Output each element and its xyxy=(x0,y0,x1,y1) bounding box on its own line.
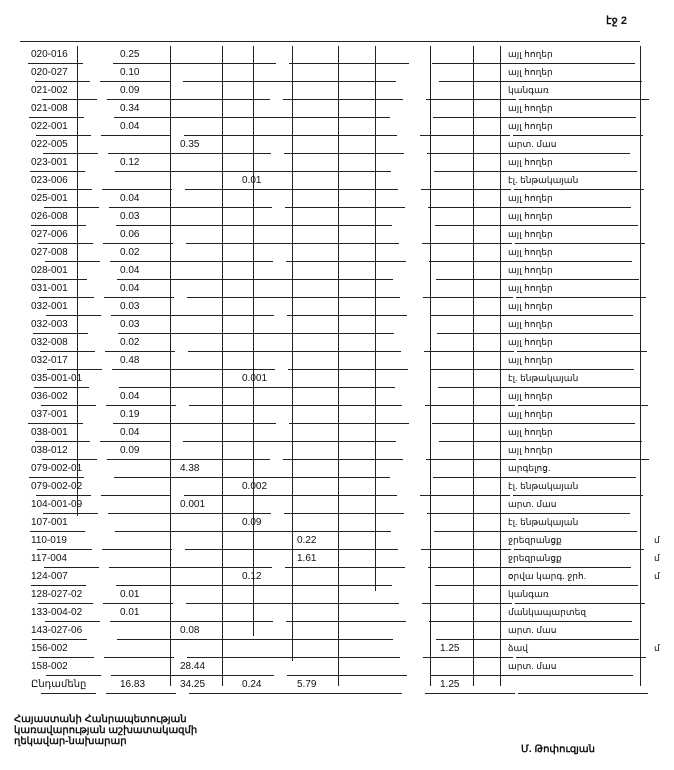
land-use-type: այլ հողեր xyxy=(508,67,553,77)
row-underline xyxy=(189,693,289,694)
parcel-code: 027-008 xyxy=(31,247,68,258)
land-use-type: այլ հողեր xyxy=(508,265,553,275)
area-value: 0.19 xyxy=(120,409,140,420)
row-mark: մ xyxy=(654,553,660,563)
table-row xyxy=(20,532,668,550)
table-row xyxy=(20,568,668,586)
area-value: 0.34 xyxy=(120,103,140,114)
area-value: 0.06 xyxy=(120,229,140,240)
area-value: 0.12 xyxy=(120,157,140,168)
table-row xyxy=(20,496,668,514)
area-value: 0.10 xyxy=(120,67,140,78)
land-use-type: այլ հողեր xyxy=(508,301,553,311)
land-use-type: այլ հողեր xyxy=(508,319,553,329)
parcel-code: 023-001 xyxy=(31,157,68,168)
table-row xyxy=(20,658,668,676)
area-value: 0.04 xyxy=(120,391,140,402)
parcel-code: 021-008 xyxy=(31,103,68,114)
table-row xyxy=(20,604,668,622)
table-row xyxy=(20,136,668,154)
row-underline xyxy=(425,693,515,694)
table-row xyxy=(20,352,668,370)
parcel-code: 022-005 xyxy=(31,139,68,150)
row-underline xyxy=(41,693,96,694)
table-row xyxy=(20,514,668,532)
parcel-code: 038-001 xyxy=(31,427,68,438)
area-value: 0.04 xyxy=(120,121,140,132)
table-row xyxy=(20,334,668,352)
parcel-code: 156-002 xyxy=(31,643,68,654)
land-use-type: այլ հողեր xyxy=(508,445,553,455)
table-row xyxy=(20,316,668,334)
parcel-code: 028-001 xyxy=(31,265,68,276)
table-row xyxy=(20,226,668,244)
parcel-code: 133-004-02 xyxy=(31,607,83,618)
area-value: 1.25 xyxy=(440,643,460,654)
table-row xyxy=(20,82,668,100)
land-use-type: արգելոց. xyxy=(508,463,551,473)
parcel-code: 143-027-06 xyxy=(31,625,83,636)
table-row xyxy=(20,424,668,442)
signature-name: Մ. Թոփուզյան xyxy=(521,744,595,755)
land-use-type: ջրեզրանցք xyxy=(508,553,562,563)
table-row xyxy=(20,244,668,262)
row-mark: մ xyxy=(654,643,660,653)
footer-title xyxy=(14,714,197,747)
parcel-code: 104-001-09 xyxy=(31,499,83,510)
table-row xyxy=(20,388,668,406)
land-use-type: այլ հողեր xyxy=(508,121,553,131)
parcel-code: 021-002 xyxy=(31,85,68,96)
area-value: 0.02 xyxy=(120,247,140,258)
table-row xyxy=(20,190,668,208)
table-row xyxy=(20,154,668,172)
footer-line: ղեկավար-նախարար xyxy=(14,736,127,747)
land-use-type: այլ հողեր xyxy=(508,211,553,221)
table-row xyxy=(20,208,668,226)
parcel-code: 079-002-01 xyxy=(31,463,83,474)
row-underline xyxy=(518,693,648,694)
land-use-type: ձավ xyxy=(508,643,528,653)
land-use-type: էլ. ենթակայան xyxy=(508,481,579,491)
area-value: 0.22 xyxy=(297,535,317,546)
parcel-code: 022-001 xyxy=(31,121,68,132)
area-value: 0.24 xyxy=(242,679,262,690)
table-row xyxy=(20,622,668,640)
total-label: Ընդամենը xyxy=(31,679,87,690)
area-value: 0.25 xyxy=(120,49,140,60)
land-use-type: այլ հողեր xyxy=(508,49,553,59)
parcel-code: 032-008 xyxy=(31,337,68,348)
land-use-type: այլ հողեր xyxy=(508,427,553,437)
area-value: 0.03 xyxy=(120,301,140,312)
parcel-code: 023-006 xyxy=(31,175,68,186)
land-use-type: այլ հողեր xyxy=(508,409,553,419)
area-value: 4.38 xyxy=(180,463,200,474)
row-underline xyxy=(282,693,402,694)
table-row xyxy=(20,280,668,298)
land-use-type: էլ. ենթակայան xyxy=(508,517,579,527)
area-value: 34.25 xyxy=(180,679,206,690)
table-row xyxy=(20,100,668,118)
land-use-type: կանգառ xyxy=(508,85,549,95)
row-underline xyxy=(106,693,176,694)
parcel-code: 020-027 xyxy=(31,67,68,78)
table-row xyxy=(20,460,668,478)
area-value: 5.79 xyxy=(297,679,317,690)
land-use-type: այլ հողեր xyxy=(508,229,553,239)
table-row xyxy=(20,640,668,658)
area-value: 0.04 xyxy=(120,427,140,438)
land-use-type: այլ հողեր xyxy=(508,337,553,347)
parcel-code: 032-003 xyxy=(31,319,68,330)
area-value: 0.12 xyxy=(242,571,262,582)
land-use-type: էլ. ենթակայան xyxy=(508,175,579,185)
area-value: 0.01 xyxy=(242,175,262,186)
land-use-type: կանգառ xyxy=(508,589,549,599)
land-use-type: այլ հողեր xyxy=(508,283,553,293)
row-mark: մ xyxy=(654,535,660,545)
land-use-type: էլ. ենթակայան xyxy=(508,373,579,383)
parcel-code: 158-002 xyxy=(31,661,68,672)
parcel-code: 124-007 xyxy=(31,571,68,582)
area-value: 0.01 xyxy=(120,589,140,600)
row-mark: մ xyxy=(654,571,660,581)
area-value: 0.04 xyxy=(120,283,140,294)
land-use-type: մանկապարտեզ xyxy=(508,607,587,617)
land-use-type: այլ հողեր xyxy=(508,103,553,113)
parcel-code: 035-001-01 xyxy=(31,373,83,384)
parcel-code: 036-002 xyxy=(31,391,68,402)
area-value: 1.61 xyxy=(297,553,317,564)
table-row xyxy=(20,262,668,280)
footer-line: կառավարության աշխատակազմի xyxy=(14,725,198,736)
area-value: 0.002 xyxy=(242,481,268,492)
area-value: 0.09 xyxy=(242,517,262,528)
land-use-type: այլ հողեր xyxy=(508,247,553,257)
land-use-type: արտ. մաս xyxy=(508,625,557,635)
table-row xyxy=(20,586,668,604)
area-value: 0.48 xyxy=(120,355,140,366)
parcel-code: 079-002-02 xyxy=(31,481,83,492)
area-value: 1.25 xyxy=(440,679,460,690)
parcel-code: 117-004 xyxy=(31,553,67,564)
land-use-type: ջրեզրանցք xyxy=(508,535,562,545)
table-row xyxy=(20,118,668,136)
area-value: 0.001 xyxy=(180,499,206,510)
land-use-type: այլ հողեր xyxy=(508,193,553,203)
parcel-code: 037-001 xyxy=(31,409,68,420)
table-row xyxy=(20,370,668,388)
table-row xyxy=(20,442,668,460)
area-value: 0.01 xyxy=(120,607,140,618)
area-value: 0.09 xyxy=(120,85,140,96)
parcel-code: 110-019 xyxy=(31,535,67,546)
parcel-code: 107-001 xyxy=(31,517,68,528)
area-value: 0.04 xyxy=(120,193,140,204)
land-use-type: օրվա կարգ. ջրհ. xyxy=(508,571,587,581)
page-number: էջ 2 xyxy=(606,15,627,27)
table-row xyxy=(20,298,668,316)
parcel-code: 032-001 xyxy=(31,301,68,312)
land-use-type: այլ հողեր xyxy=(508,157,553,167)
table-row xyxy=(20,550,668,568)
table-top-rule xyxy=(20,41,640,42)
area-value: 0.09 xyxy=(120,445,140,456)
parcel-code: 027-006 xyxy=(31,229,68,240)
land-table xyxy=(20,46,668,694)
parcel-code: 032-017 xyxy=(31,355,68,366)
table-row xyxy=(20,172,668,190)
parcel-code: 128-027-02 xyxy=(31,589,83,600)
total-row xyxy=(20,676,668,694)
area-value: 16.83 xyxy=(120,679,146,690)
table-row xyxy=(20,64,668,82)
area-value: 0.03 xyxy=(120,319,140,330)
area-value: 28.44 xyxy=(180,661,206,672)
table-row xyxy=(20,478,668,496)
land-use-type: այլ հողեր xyxy=(508,355,553,365)
area-value: 0.04 xyxy=(120,265,140,276)
land-use-type: այլ հողեր xyxy=(508,391,553,401)
land-use-type: արտ. մաս xyxy=(508,139,557,149)
table-row xyxy=(20,406,668,424)
area-value: 0.35 xyxy=(180,139,200,150)
area-value: 0.03 xyxy=(120,211,140,222)
area-value: 0.001 xyxy=(242,373,268,384)
area-value: 0.08 xyxy=(180,625,200,636)
parcel-code: 031-001 xyxy=(31,283,68,294)
footer-line: Հայաստանի Հանրապետության xyxy=(14,714,187,725)
area-value: 0.02 xyxy=(120,337,140,348)
land-use-type: արտ. մաս xyxy=(508,661,557,671)
parcel-code: 020-016 xyxy=(31,49,68,60)
parcel-code: 038-012 xyxy=(31,445,68,456)
land-use-type: արտ. մաս xyxy=(508,499,557,509)
parcel-code: 026-008 xyxy=(31,211,68,222)
table-row xyxy=(20,46,668,64)
parcel-code: 025-001 xyxy=(31,193,68,204)
